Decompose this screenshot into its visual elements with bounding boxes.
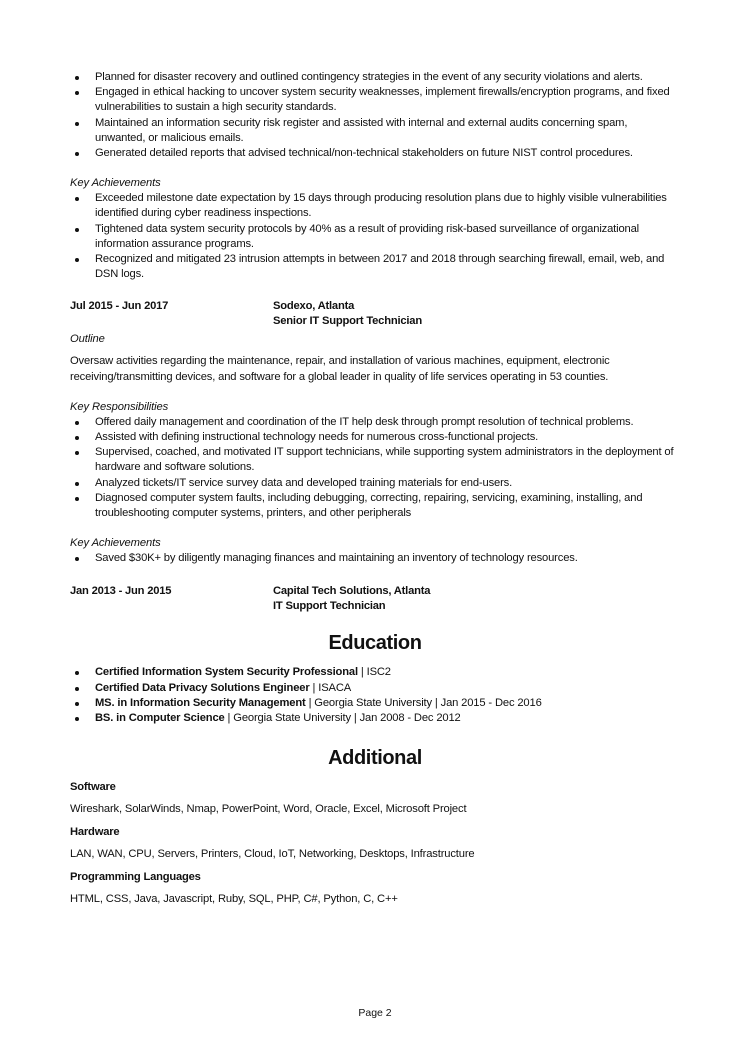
- list-item: Analyzed tickets/IT service survey data and developed training materials for end-users.: [70, 476, 680, 491]
- list-item: Engaged in ethical hacking to uncover system security weaknesses, implement firewalls/encryption programs, and fixed vulnerabilities to sustain a high security standards.: [70, 85, 680, 115]
- page-number: Page 2: [358, 1007, 392, 1019]
- hardware-label: Hardware: [70, 826, 120, 839]
- job2-responsibilities-list: [70, 415, 680, 521]
- education-detail: | ISC2: [357, 666, 391, 679]
- job1-achievements-list: [70, 191, 680, 282]
- list-item: Exceeded milestone date expectation by 15 days through producing resolution plans due to highly visible vulnerabilities identified during cyber readiness inspections.: [70, 191, 680, 221]
- education-list: [70, 665, 680, 726]
- list-item: Planned for disaster recovery and outlined contingency strategies in the event of any security violations and alerts.: [70, 70, 680, 85]
- job2-responsibilities-heading: Key Responsibilities: [70, 400, 169, 413]
- education-item: [70, 696, 680, 711]
- education-name: MS. in Information Security Management: [95, 696, 306, 709]
- job2-achievements-heading: Key Achievements: [70, 537, 161, 550]
- education-heading: Education: [328, 632, 422, 655]
- hardware-value: LAN, WAN, CPU, Servers, Printers, Cloud, IoT, Networking, Desktops, Infrastructure: [70, 848, 475, 861]
- job2-company-block: [273, 299, 422, 329]
- education-item: [70, 665, 680, 680]
- education-detail: | Georgia State University | Jan 2015 - Dec 2016: [305, 696, 542, 709]
- job3-company-block: [273, 584, 430, 614]
- job2-title: Senior IT Support Technician: [273, 315, 422, 328]
- job2-outline: Oversaw activities regarding the maintenance, repair, and installation of various machines, equipment, electronic receiving/transmitting devices, and software for a global leader in quality of life services operating in 53 counties.: [70, 355, 610, 383]
- list-item: Tightened data system security protocols by 40% as a result of providing risk-based surveillance of organizational information assurance programs.: [70, 222, 680, 252]
- education-item: [70, 711, 680, 726]
- job1-responsibilities-list: [70, 70, 680, 161]
- job2-header: [70, 299, 680, 329]
- list-item: Supervised, coached, and motivated IT support technicians, while supporting system administrators in the deployment of hardware and software solutions.: [70, 445, 680, 475]
- education-name: BS. in Computer Science: [95, 712, 225, 725]
- education-name: Certified Data Privacy Solutions Engineer: [95, 681, 310, 694]
- software-label: Software: [70, 781, 116, 794]
- languages-label: Programming Languages: [70, 871, 201, 884]
- job2-dates: Jul 2015 - Jun 2017: [70, 300, 169, 313]
- job2-outline-heading: Outline: [70, 333, 105, 346]
- languages-value: HTML, CSS, Java, Javascript, Ruby, SQL, PHP, C#, Python, C, C++: [70, 893, 398, 906]
- education-item: [70, 681, 680, 696]
- job3-dates: Jan 2013 - Jun 2015: [70, 585, 172, 598]
- software-value: Wireshark, SolarWinds, Nmap, PowerPoint, Word, Oracle, Excel, Microsoft Project: [70, 803, 467, 816]
- list-item: Saved $30K+ by diligently managing finances and maintaining an inventory of technology resources.: [70, 551, 680, 566]
- job3-header: [70, 584, 680, 614]
- job3-title: IT Support Technician: [273, 600, 386, 613]
- education-detail: | ISACA: [309, 681, 352, 694]
- education-name: Certified Information System Security Professional: [95, 666, 358, 679]
- education-detail: | Georgia State University | Jan 2008 - Dec 2012: [224, 712, 461, 725]
- additional-heading: Additional: [328, 747, 422, 770]
- list-item: Maintained an information security risk register and assisted with internal and external audits concerning spam, unwanted, or malicious emails.: [70, 116, 680, 146]
- list-item: Recognized and mitigated 23 intrusion attempts in between 2017 and 2018 through searching firewall, email, web, and DSN logs.: [70, 252, 680, 282]
- job3-company: Capital Tech Solutions, Atlanta: [273, 585, 431, 598]
- job2-company: Sodexo, Atlanta: [273, 300, 355, 313]
- list-item: Diagnosed computer system faults, including debugging, correcting, repairing, servicing, examining, installing, and troubleshooting computer systems, printers, and other peripherals: [70, 491, 680, 521]
- list-item: Generated detailed reports that advised technical/non-technical stakeholders on future NIST control procedures.: [70, 146, 680, 161]
- list-item: Assisted with defining instructional technology needs for numerous cross-functional projects.: [70, 430, 680, 445]
- list-item: Offered daily management and coordination of the IT help desk through prompt resolution of technical problems.: [70, 415, 680, 430]
- resume-content: [70, 70, 680, 907]
- job2-achievements-list: [70, 551, 680, 566]
- job1-achievements-heading: Key Achievements: [70, 177, 161, 190]
